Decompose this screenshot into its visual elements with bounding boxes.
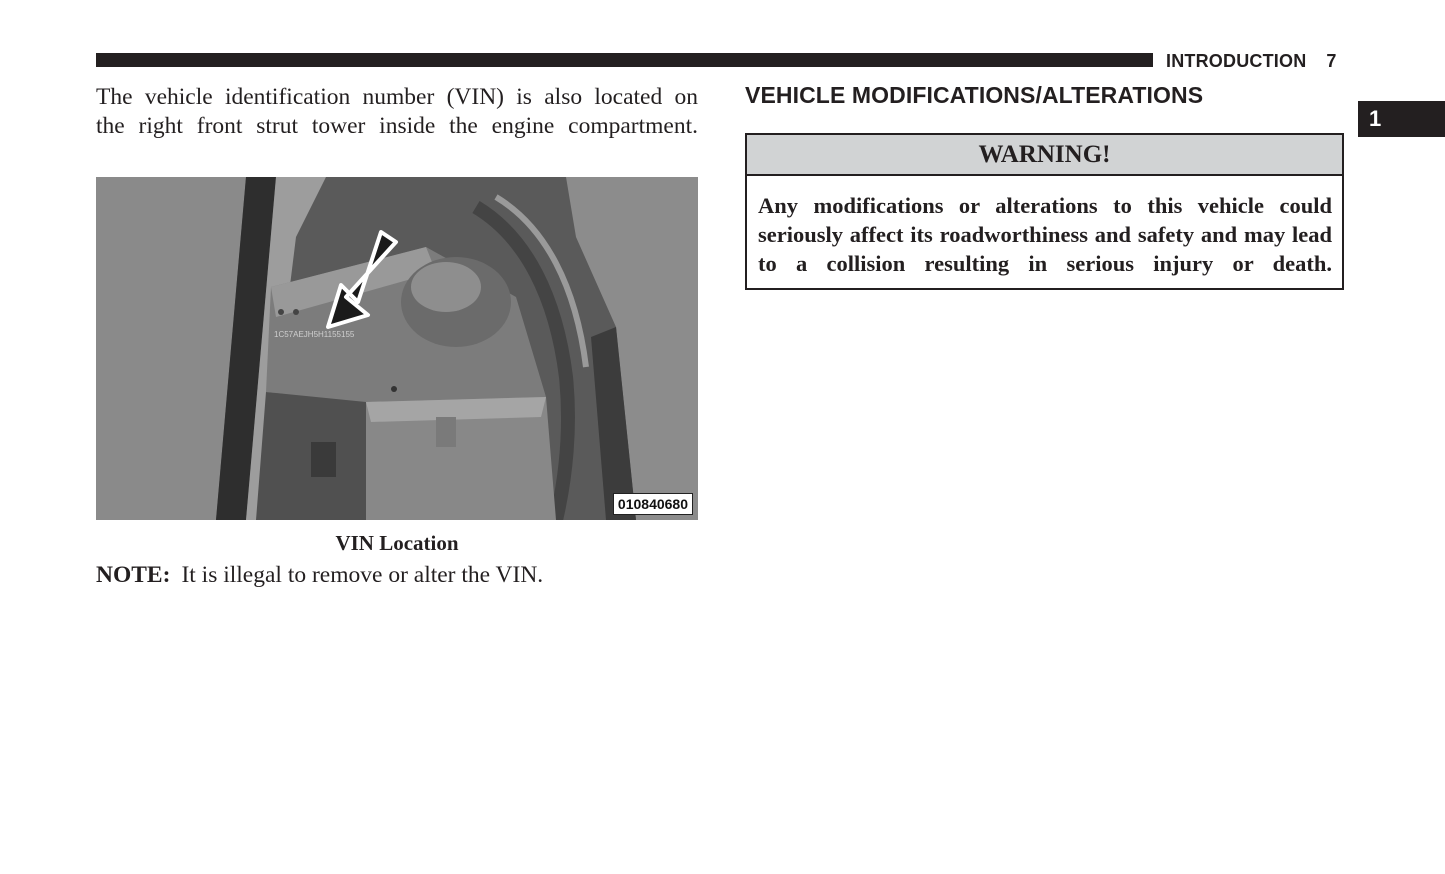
- vin-location-figure: [96, 177, 698, 520]
- intro-line-1: The vehicle identification number (VIN) is also located on: [96, 84, 698, 110]
- running-head: [1166, 50, 1337, 72]
- figure-id-label: 010840680: [613, 493, 693, 515]
- warning-title: WARNING!: [747, 135, 1342, 176]
- section-title: INTRODUCTION: [1166, 50, 1307, 71]
- note: [96, 562, 543, 589]
- note-text: It is illegal to remove or alter the VIN.: [181, 562, 544, 588]
- intro-paragraph: [96, 83, 698, 141]
- note-label: NOTE:: [96, 562, 171, 588]
- figure-caption: VIN Location: [335, 531, 459, 555]
- engine-bay-illustration: [96, 177, 698, 520]
- intro-line-2: the right front strut tower inside the engine compartment.: [96, 113, 698, 139]
- embossed-vin: 1C57AEJH5H1155155: [274, 330, 355, 339]
- page-number: 7: [1326, 50, 1337, 71]
- section-heading: VEHICLE MODIFICATIONS/ALTERATIONS: [745, 82, 1204, 108]
- header-rule: [96, 53, 1153, 67]
- warning-box: [745, 133, 1344, 290]
- chapter-number: 1: [1369, 106, 1382, 131]
- chapter-tab: [1358, 101, 1445, 137]
- warning-text: Any modifications or alterations to this vehicle could seriously affect its roadworthiness and safety and may lead to a collision resulting in serious injury or death.: [758, 193, 1332, 276]
